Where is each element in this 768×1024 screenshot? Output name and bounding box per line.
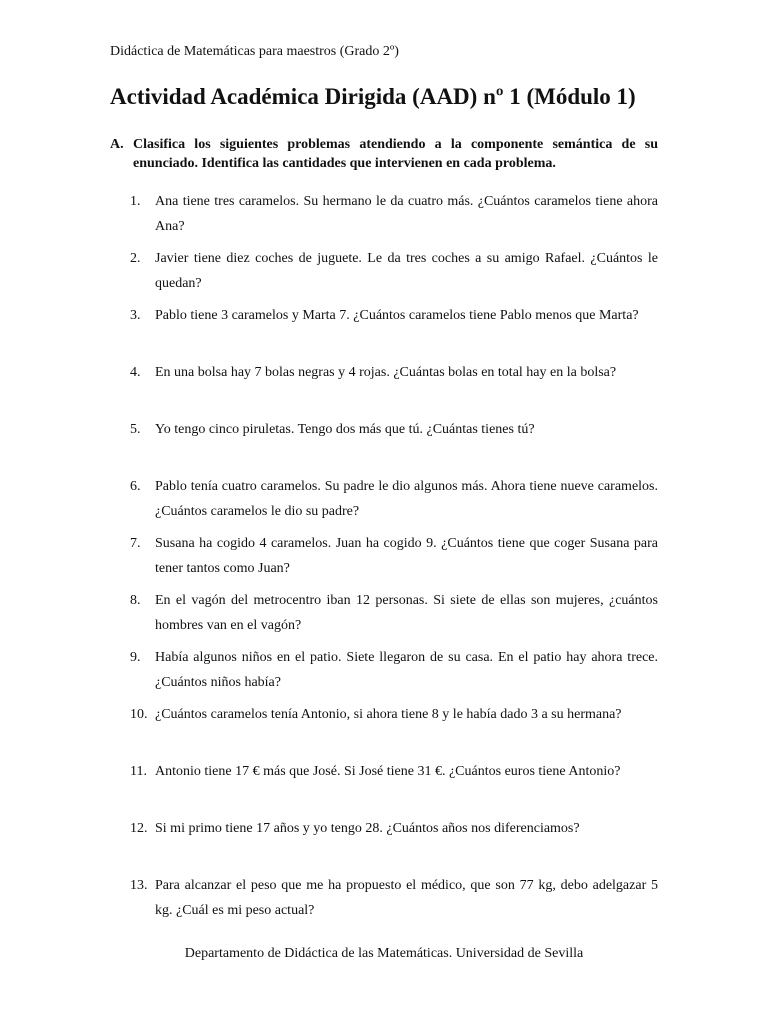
problem-text: En una bolsa hay 7 bolas negras y 4 rojas. ¿Cuántas bolas en total hay en la bolsa? bbox=[155, 365, 617, 380]
problem-text: Para alcanzar el peso que me ha propuesto el médico, que son 77 kg, debo adelgazar 5 kg. ¿Cuál es mi peso actual? bbox=[155, 878, 658, 918]
problem-number: 2. bbox=[130, 251, 141, 266]
problem-text: En el vagón del metrocentro iban 12 personas. Si siete de ellas son mujeres, ¿cuántos hombres van en el vagón? bbox=[155, 593, 658, 633]
problem-text: Había algunos niños en el patio. Siete llegaron de su casa. En el patio hay ahora trece. ¿Cuántos niños había? bbox=[155, 650, 658, 690]
problem-text: Yo tengo cinco piruletas. Tengo dos más que tú. ¿Cuántas tienes tú? bbox=[155, 422, 535, 437]
section-a bbox=[110, 135, 658, 173]
problem-number: 6. bbox=[130, 479, 141, 494]
problem-item bbox=[130, 873, 658, 930]
problem-number: 3. bbox=[130, 308, 141, 323]
problem-number: 12. bbox=[130, 821, 148, 836]
problem-text: Si mi primo tiene 17 años y yo tengo 28. ¿Cuántos años nos diferenciamos? bbox=[155, 821, 580, 836]
problem-item bbox=[130, 645, 658, 702]
problem-item bbox=[130, 189, 658, 246]
problem-number: 7. bbox=[130, 536, 141, 551]
problem-item bbox=[130, 417, 658, 474]
problem-item bbox=[130, 588, 658, 645]
problem-item bbox=[130, 303, 658, 360]
problem-text: Susana ha cogido 4 caramelos. Juan ha cogido 9. ¿Cuántos tiene que coger Susana para tener tantos como Juan? bbox=[155, 536, 658, 576]
problem-item bbox=[130, 702, 658, 759]
section-letter: A. bbox=[110, 137, 124, 152]
problem-number: 13. bbox=[130, 878, 148, 893]
problem-item bbox=[130, 474, 658, 531]
problem-number: 9. bbox=[130, 650, 141, 665]
problem-number: 1. bbox=[130, 194, 141, 209]
problem-text: Ana tiene tres caramelos. Su hermano le da cuatro más. ¿Cuántos caramelos tiene ahora Ana? bbox=[155, 194, 658, 234]
section-heading bbox=[110, 135, 658, 173]
problem-text: Javier tiene diez coches de juguete. Le da tres coches a su amigo Rafael. ¿Cuántos le quedan? bbox=[155, 251, 658, 291]
problem-text: ¿Cuántos caramelos tenía Antonio, si ahora tiene 8 y le había dado 3 a su hermana? bbox=[155, 707, 622, 722]
problem-number: 5. bbox=[130, 422, 141, 437]
problem-number: 8. bbox=[130, 593, 141, 608]
problem-number: 4. bbox=[130, 365, 141, 380]
problem-item bbox=[130, 246, 658, 303]
problem-number: 11. bbox=[130, 764, 147, 779]
page-footer: Departamento de Didáctica de las Matemáticas. Universidad de Sevilla bbox=[184, 946, 584, 961]
problem-item bbox=[130, 759, 658, 816]
problem-list bbox=[130, 189, 658, 930]
problem-item bbox=[130, 816, 658, 873]
page-header: Didáctica de Matemáticas para maestros (Grado 2º) bbox=[110, 44, 399, 59]
problem-number: 10. bbox=[130, 707, 148, 722]
problem-item bbox=[130, 531, 658, 588]
problem-item bbox=[130, 360, 658, 417]
problem-text: Antonio tiene 17 € más que José. Si José tiene 31 €. ¿Cuántos euros tiene Antonio? bbox=[155, 764, 621, 779]
section-instruction: Clasifica los siguientes problemas atendiendo a la componente semántica de su enunciado. Identifica las cantidades que intervienen en cada problema. bbox=[133, 137, 658, 171]
page-title: Actividad Académica Dirigida (AAD) nº 1 (Módulo 1) bbox=[110, 84, 636, 109]
problem-text: Pablo tiene 3 caramelos y Marta 7. ¿Cuántos caramelos tiene Pablo menos que Marta? bbox=[155, 308, 639, 323]
problem-text: Pablo tenía cuatro caramelos. Su padre le dio algunos más. Ahora tiene nueve caramelos. ¿Cuántos caramelos le dio su padre? bbox=[155, 479, 658, 519]
